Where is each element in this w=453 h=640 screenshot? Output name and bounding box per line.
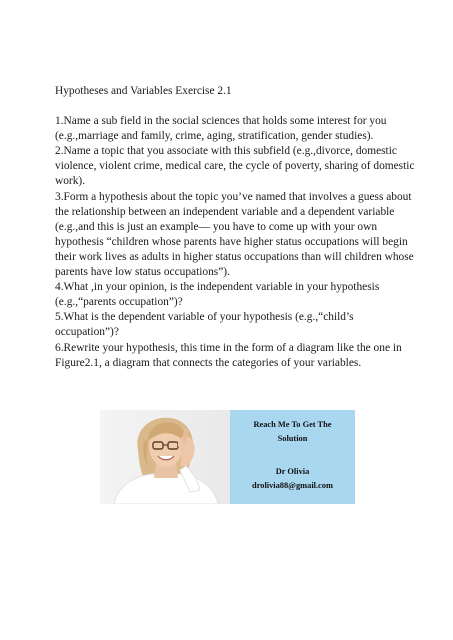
question-6: 6.Rewrite your hypothesis, this time in the form of a diagram like the one in Figure2.1, a diagram that connects the categories of your variables. bbox=[55, 341, 402, 369]
woman-photo bbox=[100, 410, 230, 504]
document-body bbox=[55, 84, 415, 371]
question-3: 3.Form a hypothesis about the topic you’ve named that involves a guess about the relationship between an independent variable and a dependent variable (e.g.,and this is just an example— you have to come up with your own hypothesis “children whose parents have higher status occupations will begin their work lives as adults in higher status occupations than will children whose parents have low status occupations”). bbox=[55, 190, 414, 279]
question-5: 5.What is the dependent variable of your hypothesis (e.g.,“child’s occupation”)? bbox=[55, 311, 354, 339]
promo-contact-email[interactable]: drolivia88@gmail.com bbox=[252, 481, 333, 490]
question-2: 2.Name a topic that you associate with this subfield (e.g.,divorce, domestic violence, violent crime, medical care, the cycle of poverty, sharing of domestic work). bbox=[55, 145, 415, 188]
document-title: Hypotheses and Variables Exercise 2.1 bbox=[55, 85, 232, 97]
promo-contact-name: Dr Olivia bbox=[275, 467, 310, 476]
promo-banner[interactable] bbox=[100, 410, 355, 504]
question-4: 4.What ,in your opinion, is the independent variable in your hypothesis (e.g.,“parents occupation”)? bbox=[55, 281, 380, 309]
promo-heading-line2: Solution bbox=[277, 434, 308, 443]
promo-contact-box[interactable] bbox=[230, 410, 355, 504]
woman-illustration-icon bbox=[100, 410, 230, 504]
promo-heading-line1: Reach Me To Get The bbox=[253, 420, 332, 429]
question-1: 1.Name a sub field in the social sciences that holds some interest for you (e.g.,marriage and family, crime, aging, stratification, gender studies). bbox=[55, 115, 387, 143]
